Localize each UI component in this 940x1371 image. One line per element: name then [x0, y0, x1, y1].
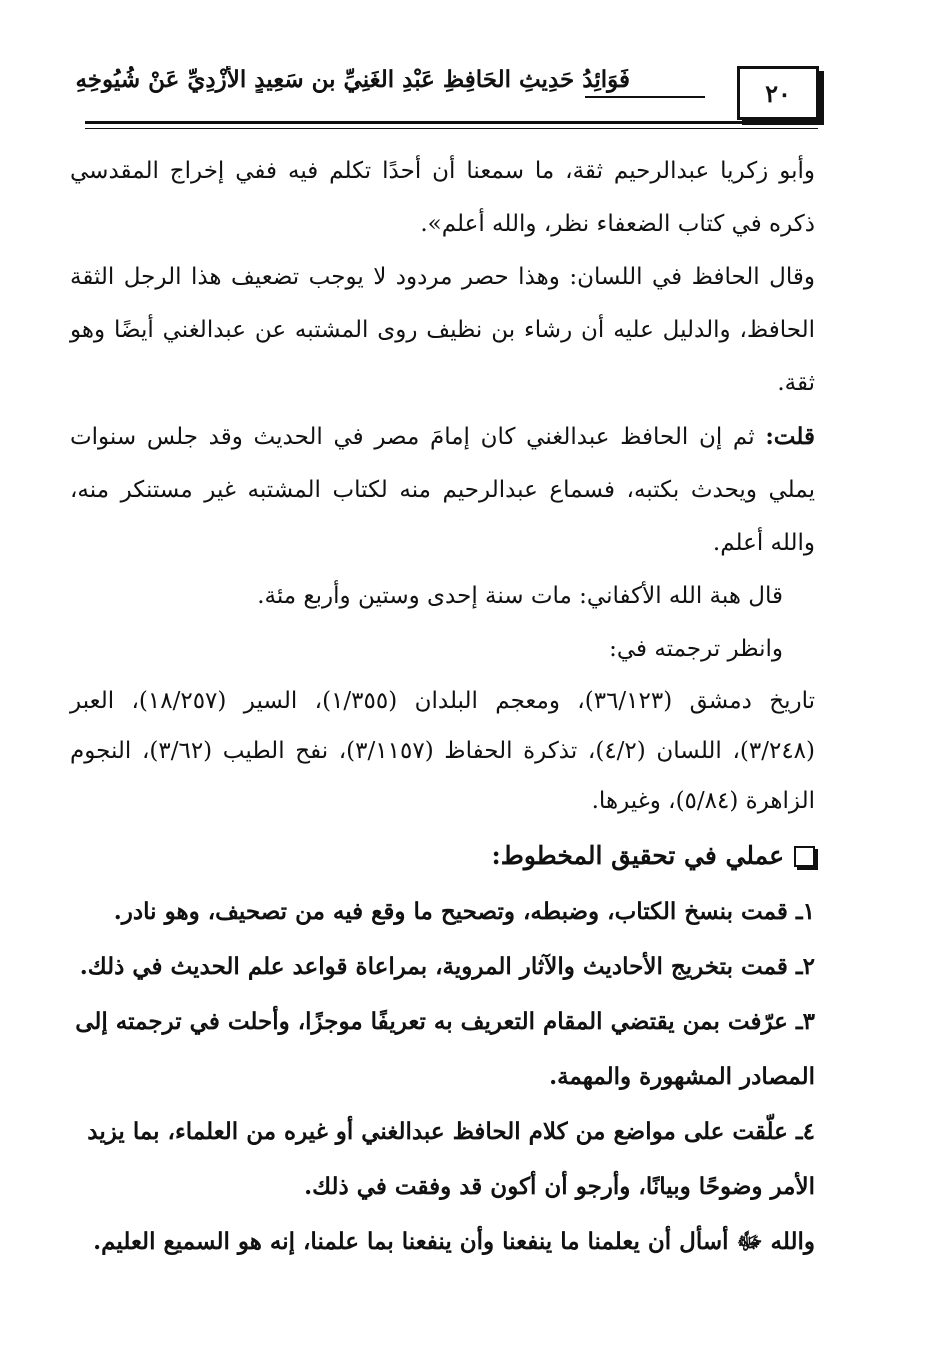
header-rule-thick	[85, 121, 818, 124]
page-number: ٢٠	[737, 66, 819, 120]
list-item: ٤ـ علّقت على مواضع من كلام الحافظ عبدالغني أو غيره من العلماء، بما يزيد الأمر وضوحًا وبيانًا، وأرجو أن أكون قد وفقت في ذلك.	[87, 1118, 815, 1200]
paragraph: وقال الحافظ في اللسان: وهذا حصر مردود لا يوجب تضعيف هذا الرجل الثقة الحافظ، والدليل عليه أن رشاء بن نظيف روى المشتبه عن عبدالغني أيضًا وهو ثقة.	[70, 264, 815, 396]
header-dash	[585, 96, 705, 98]
list-item: ٣ـ عرّفت بمن يقتضي المقام التعريف به تعريفًا موجزًا، وأحلت في ترجمته إلى المصادر المشهورة والمهمة.	[75, 1008, 815, 1090]
paragraph: قال هبة الله الأكفاني: مات سنة إحدى وستين وأربع مئة.	[257, 583, 783, 609]
header-title: فَوَائِدُ حَدِيثِ الحَافِظِ عَبْدِ الغَنِيِّ بنِ سَعِيدٍ الأَزْدِيِّ عَنْ شُيُوخِهِ	[75, 66, 630, 93]
paragraph-lead: قلت:	[765, 423, 815, 450]
paragraph: وانظر ترجمته في:	[609, 636, 783, 662]
paragraph: وأبو زكريا عبدالرحيم ثقة، ما سمعنا أن أحدًا تكلم فيه ففي إخراج المقدسي ذكره في كتاب الضعفاء نظر، والله أعلم».	[70, 158, 815, 237]
list-item: ٢ـ قمت بتخريج الأحاديث والآثار المروية، بمراعاة قواعد علم الحديث في ذلك.	[79, 953, 815, 980]
closing-prayer: والله ﷻ أسأل أن يعلمنا ما ينفعنا وأن ينفعنا بما علمنا، إنه هو السميع العليم.	[93, 1228, 815, 1255]
list-item: ١ـ قمت بنسخ الكتاب، وضبطه، وتصحيح ما وقع فيه من تصحيف، وهو نادر.	[113, 898, 815, 925]
references-paragraph: تاريخ دمشق (٣٦/١٢٣)، ومعجم البلدان (١/٣٥٥)، السير (١٨/٢٥٧)، العبر (٣/٢٤٨)، اللسان (٤/٢)، تذكرة الحفاظ (٣/١١٥٧)، نفح الطيب (٣/٦٢)، النجوم الزاهرة (٥/٨٤)، وغيرها.	[70, 688, 816, 814]
paragraph-text: ثم إن الحافظ عبدالغني كان إمامَ مصر في الحديث وقد جلس سنوات يملي ويحدث بكتبه، فسماع عبدالرحيم منه لكتاب المشتبه غير مستنكر منه، والله أعلم.	[70, 424, 815, 556]
section-heading	[70, 828, 815, 884]
checkbox-icon	[794, 846, 815, 867]
paragraph	[70, 410, 815, 570]
header-rule-thin	[85, 128, 818, 129]
page-content	[70, 145, 815, 1269]
section-title: عملي في تحقيق المخطوط:	[491, 841, 784, 870]
